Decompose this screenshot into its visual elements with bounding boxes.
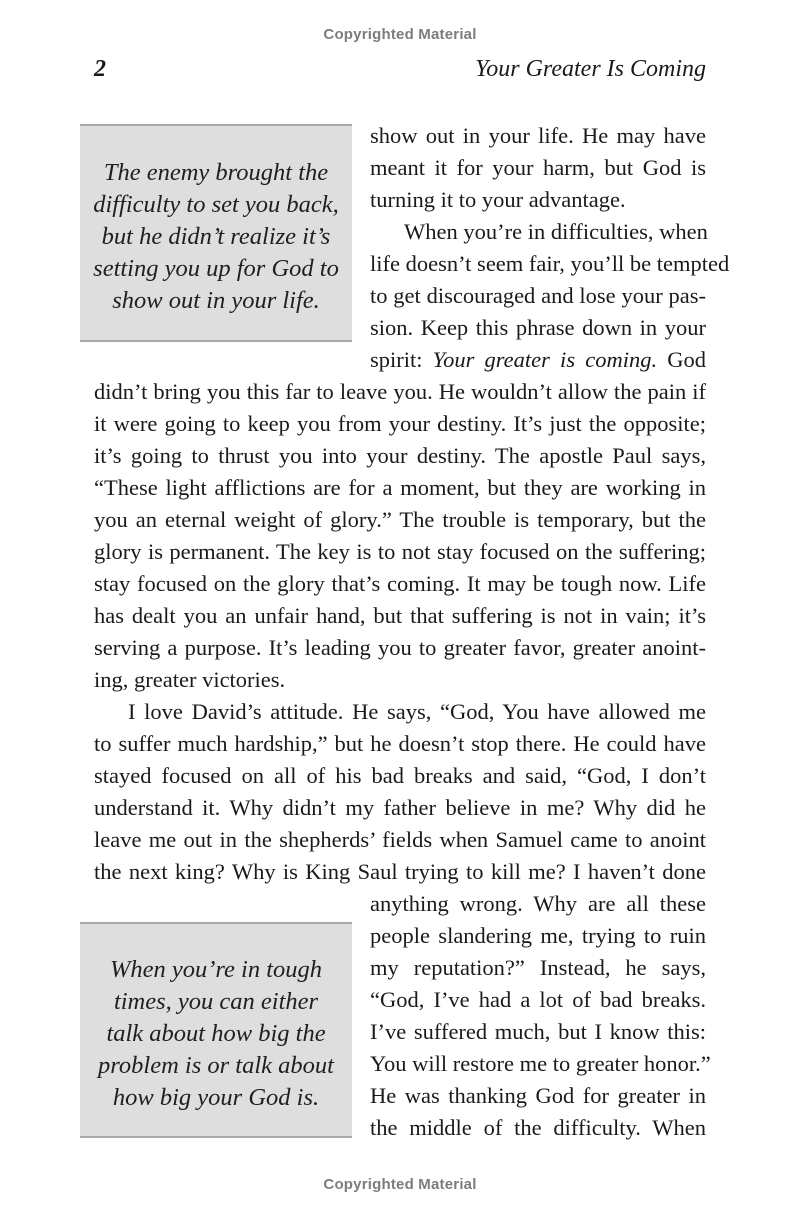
body-line: my reputation?” Instead, he says, — [370, 955, 706, 980]
body-line — [370, 344, 706, 376]
pull-quote-line: times, you can either — [113, 988, 319, 1015]
body-line: I’ve suffered much, but I know this: — [370, 1019, 706, 1044]
body-line: ing, greater victories. — [94, 667, 286, 692]
pull-quote-line: setting you up for God to — [93, 255, 339, 282]
body-line: When you’re in difficulties, when — [404, 219, 708, 244]
emphasis-text: Your greater is coming. — [432, 347, 658, 372]
body-line: the middle of the difficulty. When — [370, 1115, 706, 1140]
body-line: life doesn’t seem fair, you’ll be tempted — [370, 251, 730, 276]
body-line: it were going to keep you from your destiny. It’s just the opposite; — [94, 411, 706, 436]
body-line: stayed focused on all of his bad breaks and said, “God, I don’t — [94, 763, 706, 788]
pull-quote-line: problem is or talk about — [98, 1052, 334, 1079]
body-line: didn’t bring you this far to leave you. He wouldn’t allow the pain if — [94, 379, 706, 404]
pull-quote-line: When you’re in tough — [109, 956, 323, 983]
body-line: anything wrong. Why are all these — [370, 891, 706, 916]
body-line: I love David’s attitude. He says, “God, You have allowed me — [128, 699, 706, 724]
body-line: understand it. Why didn’t my father believe in me? Why did he — [94, 795, 706, 820]
pull-quote-line: talk about how big the — [106, 1020, 326, 1047]
body-text: God — [657, 347, 706, 372]
body-line: you an eternal weight of glory.” The trouble is temporary, but the — [94, 507, 706, 532]
pull-quote-line: how big your God is. — [112, 1084, 320, 1111]
running-head: Your Greater Is Coming — [475, 56, 706, 82]
body-line: the next king? Why is King Saul trying to kill me? I haven’t done — [94, 859, 706, 884]
pull-quote-1 — [80, 124, 352, 342]
body-line: people slandering me, trying to ruin — [370, 923, 706, 948]
body-line: “God, I’ve had a lot of bad breaks. — [370, 987, 706, 1012]
body-line: leave me out in the shepherds’ fields when Samuel came to anoint — [94, 827, 706, 852]
body-line: serving a purpose. It’s leading you to greater favor, greater anoint- — [94, 635, 706, 660]
body-line: to suffer much hardship,” but he doesn’t stop there. He could have — [94, 731, 706, 756]
body-text: spirit: — [370, 347, 433, 372]
body-line: turning it to your advantage. — [370, 187, 626, 212]
copyright-watermark-bottom: Copyrighted Material — [323, 1176, 477, 1193]
body-line: glory is permanent. The key is to not stay focused on the suffering; — [94, 539, 706, 564]
body-line: He was thanking God for greater in — [370, 1083, 706, 1108]
pull-quote-line: but he didn’t realize it’s — [101, 223, 331, 250]
body-line: show out in your life. He may have — [370, 123, 706, 148]
page-number: 2 — [94, 56, 106, 82]
pull-quote-line: show out in your life. — [112, 287, 320, 314]
pull-quote-2 — [80, 922, 352, 1138]
body-line: You will restore me to greater honor.” — [370, 1051, 711, 1076]
body-line: stay focused on the glory that’s coming. It may be tough now. Life — [94, 571, 706, 596]
pull-quote-line: difficulty to set you back, — [93, 191, 339, 218]
body-line: “These light afflictions are for a moment, but they are working in — [94, 475, 706, 500]
body-line: meant it for your harm, but God is — [370, 155, 706, 180]
body-line: has dealt you an unfair hand, but that suffering is not in vain; it’s — [94, 603, 706, 628]
copyright-watermark-top: Copyrighted Material — [323, 26, 477, 43]
pull-quote-line: The enemy brought the — [103, 159, 329, 186]
body-line: to get discouraged and lose your pas- — [370, 283, 706, 308]
body-line: it’s going to thrust you into your destiny. The apostle Paul says, — [94, 443, 706, 468]
body-line: sion. Keep this phrase down in your — [370, 315, 706, 340]
